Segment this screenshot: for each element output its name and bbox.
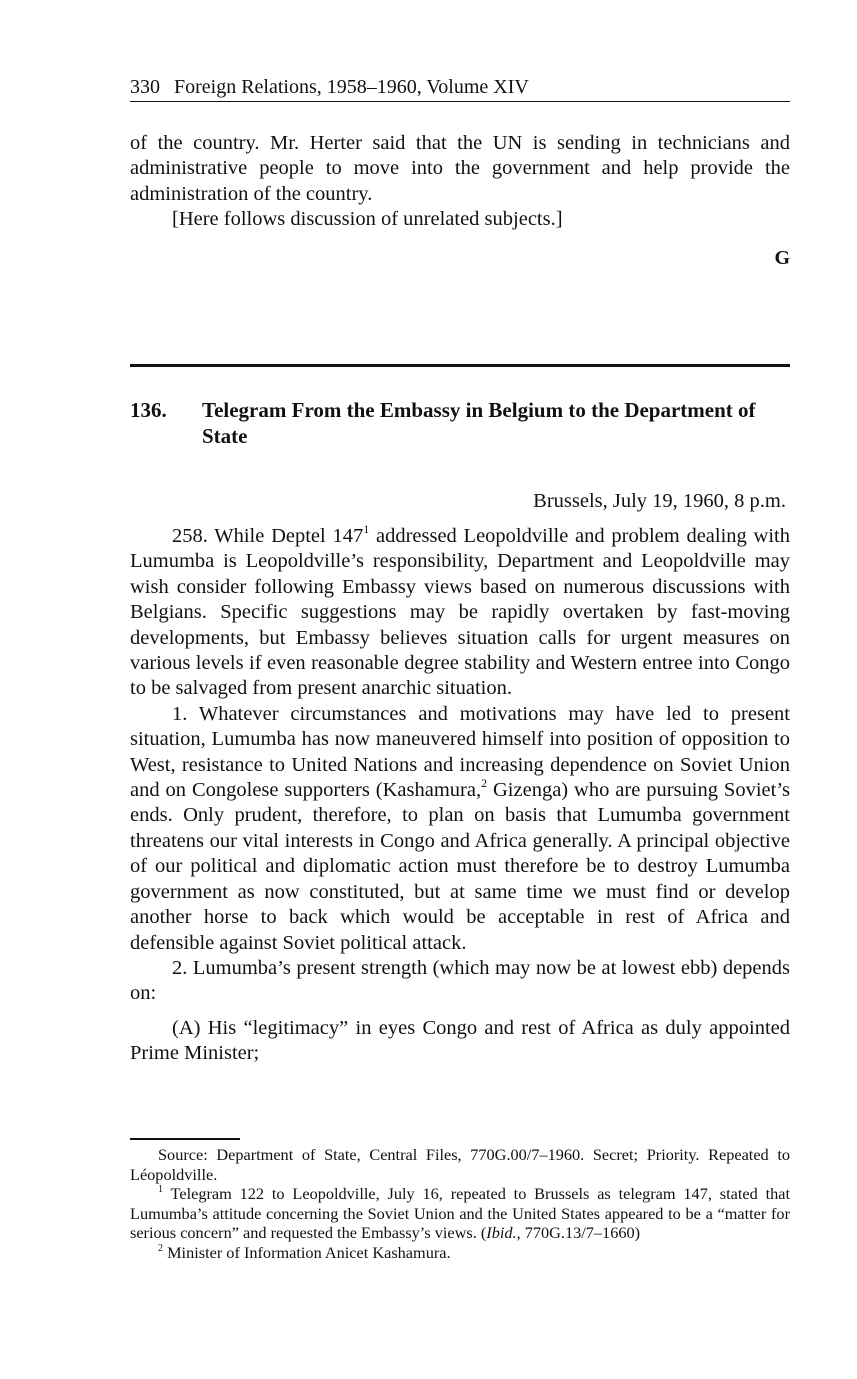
paragraph-text: addressed Leopoldville and problem dealing with Lumumba is Leopoldville’s responsibility, Department and Leopoldville may wish consider following Embassy views based on numerous discussions with Belgians. Specific suggestions may be rapidly overtaken by fast-moving developments, but Embassy believes situation calls for urgent measures on various levels if even reasonable degree stability and Western entree into Congo to be salvaged from present anarchic situation. [130, 525, 790, 700]
telegram-body [130, 524, 790, 1067]
footnote-ibid: Ibid. [486, 1223, 517, 1243]
footnote-text: Telegram 122 to Leopoldville, July 16, repeated to Brussels as telegram 147, stated that Lumumba’s attitude concerning the Soviet Union and the United States appeared to be a “matter for serious concern” and requested the Embassy’s views. ( [130, 1184, 790, 1243]
footnotes [130, 1145, 790, 1263]
previous-document-closing-text: of the country. Mr. Herter said that the UN is sending in technicians and administrative people to move into the government and help provide the administration of the country. [130, 132, 790, 205]
paragraph [130, 702, 790, 956]
paragraph: 2. Lumumba’s present strength (which may now be at lowest ebb) depends on: [130, 956, 790, 1005]
initials: G [774, 246, 790, 269]
paragraph-text: 258. While Deptel 147 [172, 525, 364, 547]
paragraph: (A) His “legitimacy” in eyes Congo and rest of Africa as duly appointed Prime Minister; [130, 1016, 790, 1065]
footnote-text: Minister of Information Anicet Kashamura. [163, 1242, 451, 1262]
footnote-rule [130, 1138, 240, 1140]
footnote-text: , 770G.13/7–1660) [516, 1223, 641, 1243]
running-head [130, 74, 790, 102]
dateline: Brussels, July 19, 1960, 8 p.m. [533, 490, 786, 512]
footnote-mark: 1 [158, 1183, 163, 1195]
document-heading [130, 397, 790, 449]
page-number: 330 [130, 76, 160, 98]
footnote-reference: 1 [363, 522, 370, 537]
document-page [130, 74, 790, 1262]
section-divider [130, 364, 790, 367]
paragraph [130, 524, 790, 702]
source-note: Source: Department of State, Central Files, 770G.00/7–1960. Secret; Priority. Repeated to Léopoldville. [130, 1145, 790, 1184]
footnote [130, 1243, 790, 1263]
footnote-mark: 2 [158, 1242, 163, 1254]
document-title: Telegram From the Embassy in Belgium to the Department of State [202, 398, 756, 448]
paragraph-text: 1. Whatever circumstances and motivations may have led to present situation, Lumumba has now maneuvered himself into position of opposition to West, resistance to United Nations and increasing dependence on Soviet Union and on Congolese supporters (Kashamura, [130, 702, 790, 802]
paragraph-text: Gizenga) who are pursuing Soviet’s ends. Only prudent, therefore, to plan on basis that Lumumba government threatens our vital interests in Congo and Africa generally. A principal objective of our political and diplomatic action must therefore be to destroy Lumumba government as now constituted, but at same time we must find or develop another horse to back which would be acceptable in rest of Africa and defensible against Soviet political attack. [130, 779, 790, 954]
editorial-note: [Here follows discussion of unrelated subjects.] [172, 208, 563, 231]
document-number: 136. [130, 398, 167, 422]
series-title: Foreign Relations, 1958–1960, Volume XIV [174, 76, 529, 98]
footnote [130, 1184, 790, 1243]
footnote-reference: 2 [481, 776, 488, 791]
